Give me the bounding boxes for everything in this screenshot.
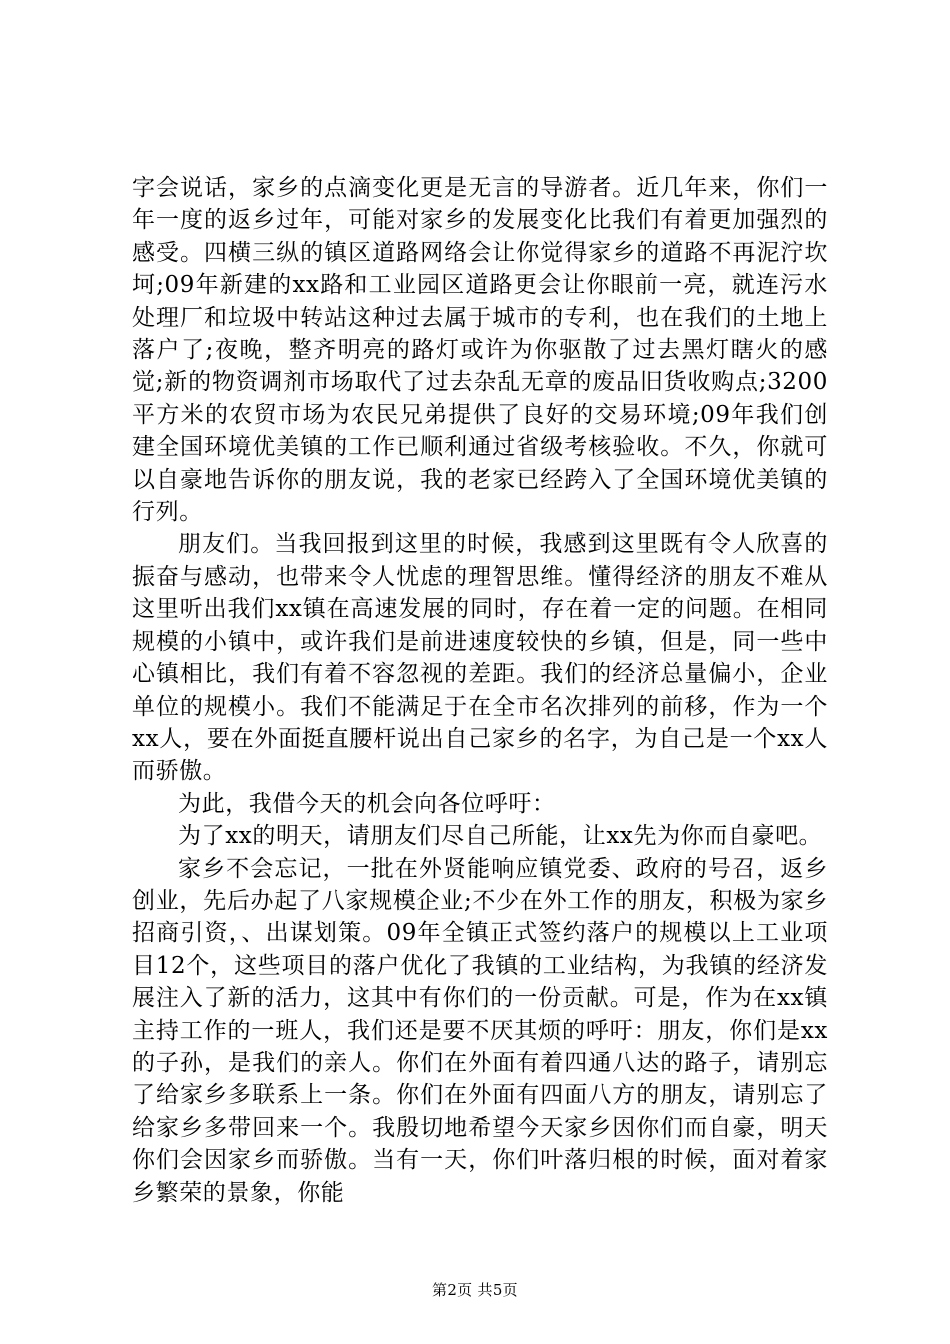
paragraph-appeal-intro: 为此，我借今天的机会向各位呼吁：: [178, 790, 556, 817]
page-number-footer: 第2页 共5页: [432, 1281, 518, 1299]
paragraph-continuation: 字会说话，家乡的点滴变化更是无言的导游者。近几年来，你们一年一度的返乡过年，可能对家乡的发展变化比我们有着更加强烈的感受。四横三纵的镇区道路网络会让你觉得家乡的道路不再泥泞坎坷;09年新建的xx路和工业园区道路更会让你眼前一亮，就连污水处理厂和垃圾中转站这种过去属于城市的专利，也在我们的土地上落户了;夜晚，整齐明亮的路灯或许为你驱散了过去黑灯瞎火的感觉;新的物资调剂市场取代了过去杂乱无章的废品旧货收购点;3200平方米的农贸市场为农民兄弟提供了良好的交易环境;09年我们创建全国环境优美镇的工作已顺利通过省级考核验收。不久，你就可以自豪地告诉你的朋友说，我的老家已经跨入了全国环境优美镇的行列。: [132, 175, 828, 526]
appeal-quote-text: 为了xx的明天，请朋友们尽自己所能，让xx先为你而自豪吧。: [178, 823, 823, 850]
paragraph-appeal-quote: [132, 820, 828, 852]
body-text: [132, 172, 828, 1209]
paragraph-friends: 朋友们。当我回报到这里的时候，我感到这里既有令人欣喜的振奋与感动，也带来令人忧虑的理智思维。懂得经济的朋友不难从这里听出我们xx镇在高速发展的同时，存在着一定的问题。在相同规模的小镇中，或许我们是前进速度较快的乡镇，但是，同一些中心镇相比，我们有着不容忽视的差距。我们的经济总量偏小，企业单位的规模小。我们不能满足于在全市名次排列的前移，作为一个xx人，要在外面挺直腰杆说出自己家乡的名字，为自己是一个xx人而骄傲。: [132, 531, 829, 785]
paragraph-hometown: 家乡不会忘记，一批在外贤能响应镇党委、政府的号召，返乡创业，先后办起了八家规模企业;不少在外工作的朋友，积极为家乡招商引资，、出谋划策。09年全镇正式签约落户的规模以上工业项目12个，这些项目的落户优化了我镇的工业结构，为我镇的经济发展注入了新的活力，这其中有你们的一份贡献。可是，作为在xx镇主持工作的一班人，我们还是要不厌其烦的呼吁：朋友，你们是xx的子孙，是我们的亲人。你们在外面有着四通八达的路子，请别忘了给家乡多联系上一条。你们在外面有四面八方的朋友，请别忘了给家乡多带回来一个。我殷切地希望今天家乡因你们而自豪，明天你们会因家乡而骄傲。当有一天，你们叶落归根的时候，面对着家乡繁荣的景象，你能: [132, 855, 828, 1206]
